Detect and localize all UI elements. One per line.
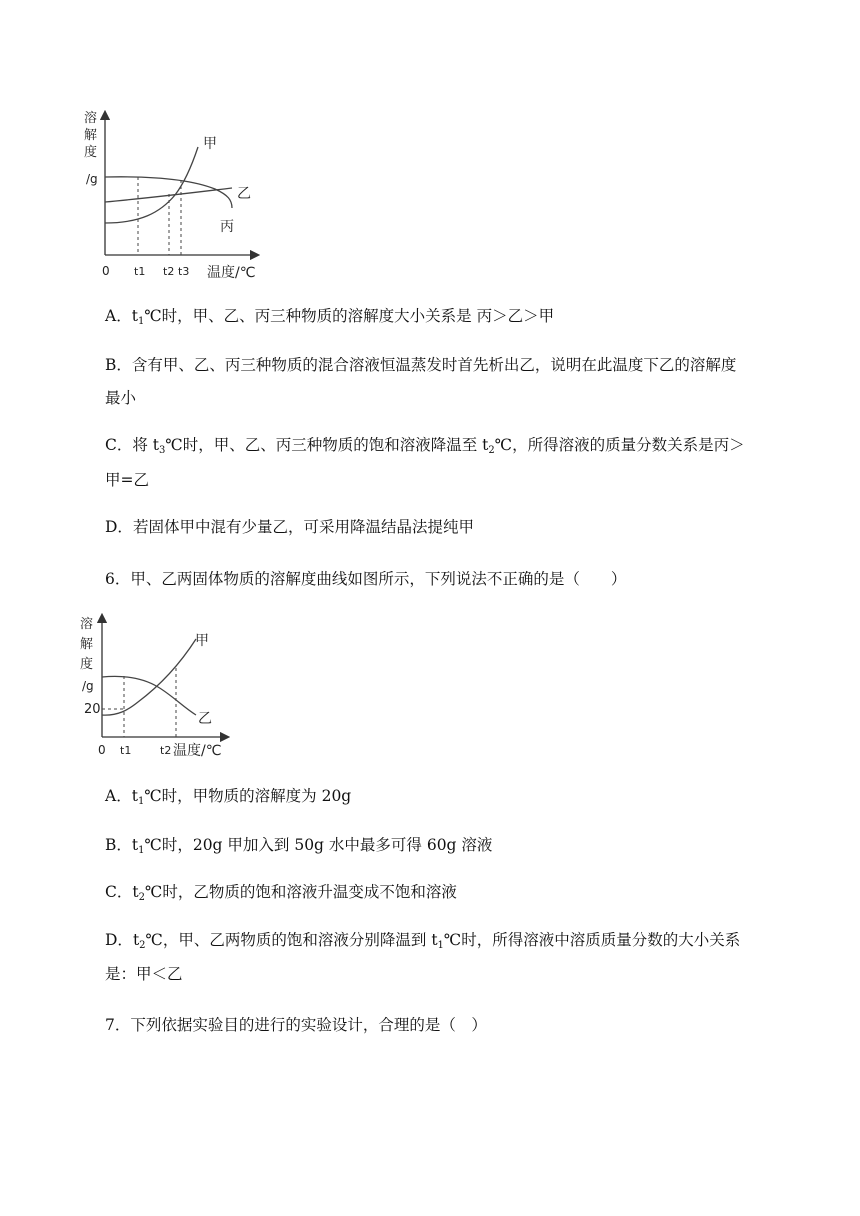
curve-bing <box>105 177 232 208</box>
y-label-3: 度 <box>80 657 94 672</box>
option-label: C． <box>105 436 133 454</box>
q5-option-c: C．将 $t_3℃$时，甲、乙、丙三种物质的饱和溶液降温至 $t_2℃$，所得溶液的质量分数关系是丙＞ <box>105 436 745 456</box>
curve-label-yi: 乙 <box>198 711 212 727</box>
q6-option-a: A．$t_1℃$时，甲物质的溶解度为 20g <box>105 787 352 807</box>
option-label: D． <box>105 518 133 536</box>
option-label: A． <box>105 787 132 805</box>
curve-label-bing: 丙 <box>220 219 234 235</box>
q5-option-d: D．若固体甲中混有少量乙，可采用降温结晶法提纯甲 <box>105 518 474 536</box>
q5-option-b: B．含有甲、乙、丙三种物质的混合溶液恒温蒸发时首先析出乙，说明在此温度下乙的溶解度 <box>105 356 737 374</box>
curve-jia <box>102 639 196 715</box>
tick-t1: t1 <box>134 265 146 278</box>
tick-t1: t1 <box>120 744 132 757</box>
solubility-figure-1 <box>80 105 280 285</box>
origin-label: 0 <box>98 743 106 757</box>
y-label-4: /g <box>82 679 94 693</box>
option-label: A． <box>105 307 132 325</box>
y-label-1: 溶 <box>80 617 94 632</box>
q5-option-a: A．$t_1℃$时，甲、乙、丙三种物质的溶解度大小关系是 丙＞乙＞甲 <box>105 307 555 327</box>
tick-t2: t2 <box>160 744 172 757</box>
q5-option-c-cont: 甲=乙 <box>105 471 149 489</box>
option-label: C． <box>105 883 133 901</box>
q6-option-d-cont: 是：甲＜乙 <box>105 965 183 983</box>
q6-stem: 6．甲、乙两固体物质的溶解度曲线如图所示，下列说法不正确的是（ ） <box>105 570 627 588</box>
y-tick-20: 20 <box>84 702 101 717</box>
y-label-2: 解 <box>80 637 94 652</box>
x-label: 温度/℃ <box>173 743 222 759</box>
option-label: D． <box>105 931 133 949</box>
origin-label: 0 <box>102 264 110 278</box>
y-label-1: 溶 <box>84 111 98 126</box>
solubility-figure-2 <box>78 612 248 762</box>
curve-label-jia: 甲 <box>195 633 209 649</box>
y-label-3: 度 <box>84 145 98 160</box>
option-label: B． <box>105 356 132 374</box>
q5-option-b-cont: 最小 <box>105 389 137 407</box>
option-label: B． <box>105 836 132 854</box>
curve-jia <box>105 147 198 223</box>
y-label-4: /g <box>86 172 98 186</box>
curve-label-jia: 甲 <box>203 136 217 152</box>
tick-t2: t2 <box>163 265 175 278</box>
q6-option-b: B．$t_1℃$时，20g 甲加入到 50g 水中最多可得 60g 溶液 <box>105 836 493 856</box>
q6-option-d: D．$t_2℃$，甲、乙两物质的饱和溶液分别降温到 $t_1℃$时，所得溶液中溶质质量分数的大小关系 <box>105 931 741 951</box>
q6-option-c: C．$t_2℃$时，乙物质的饱和溶液升温变成不饱和溶液 <box>105 883 457 903</box>
x-label: 温度/℃ <box>207 265 256 281</box>
curve-label-yi: 乙 <box>237 186 251 202</box>
q7-stem: 7．下列依据实验目的进行的实验设计，合理的是（ ） <box>105 1016 487 1034</box>
tick-t3: t3 <box>178 265 190 278</box>
y-label-2: 解 <box>84 128 98 143</box>
